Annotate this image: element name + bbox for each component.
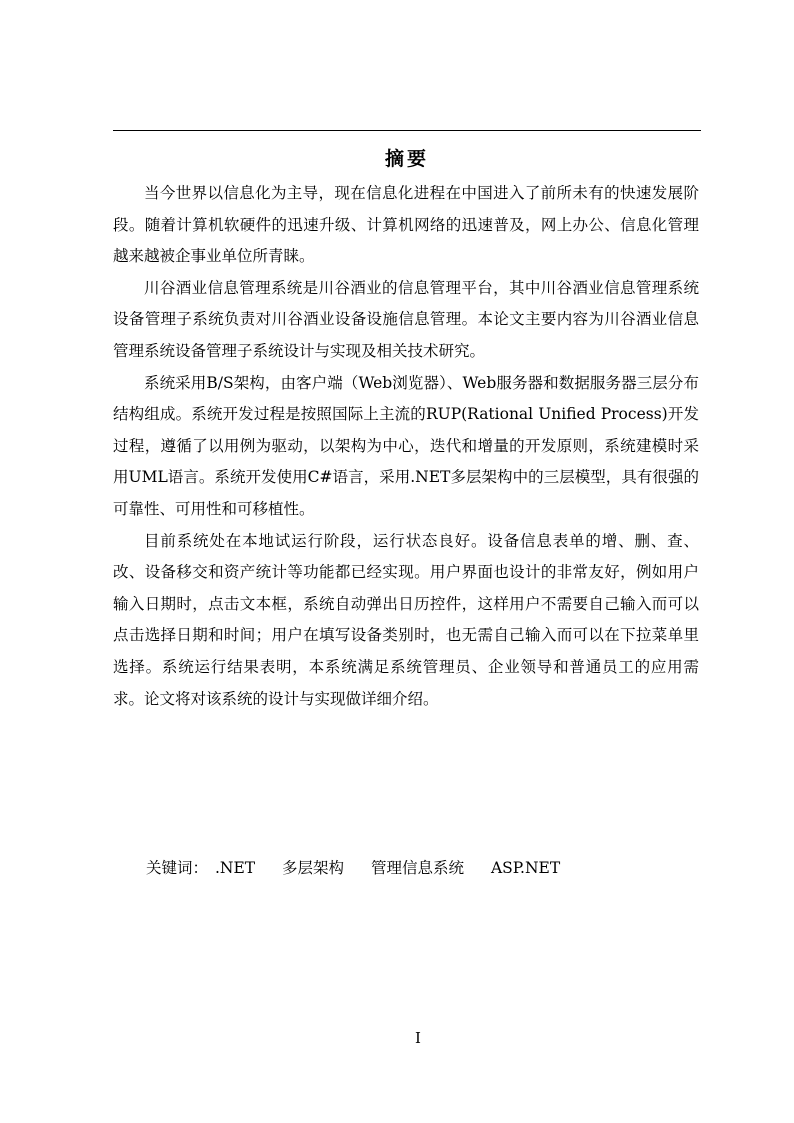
keywords-line — [146, 856, 582, 880]
abstract-paragraph-4: 目前系统处在本地试运行阶段，运行状态良好。设备信息表单的增、删、查、改、设备移交和资产统计等功能都已经实现。用户界面也设计的非常友好，例如用户输入日期时，点击文本框，系统自动弹出日历控件，这样用户不需要自己输入而可以点击选择日期和时间；用户在填写设备类别时，也无需自己输入而可以在下拉菜单里选择。系统运行结果表明，本系统满足系统管理员、企业领导和普通员工的应用需求。论文将对该系统的设计与实现做详细介绍。 — [113, 531, 699, 708]
keywords-label: 关键词： — [146, 859, 209, 877]
keyword-item: .NET — [214, 859, 256, 877]
header-rule — [113, 130, 701, 131]
page-number: I — [415, 1029, 421, 1047]
abstract-body — [113, 178, 699, 715]
abstract-paragraph-1: 当今世界以信息化为主导，现在信息化进程在中国进入了前所未有的快速发展阶段。随着计算机软硬件的迅速升级、计算机网络的迅速普及，网上办公、信息化管理越来越被企事业单位所青睐。 — [113, 184, 699, 266]
keyword-item: ASP.NET — [490, 859, 561, 877]
keyword-item: 管理信息系统 — [371, 859, 465, 877]
abstract-title: 摘要 — [384, 148, 429, 170]
abstract-paragraph-3: 系统采用B/S架构，由客户端（Web浏览器）、Web服务器和数据服务器三层分布结构组成。系统开发过程是按照国际上主流的RUP(Rational Unified Process)开发过程，遵循了以用例为驱动，以架构为中心，迭代和增量的开发原则，系统建模时采用UML语言。系统开发使用C#语言，采用.NET多层架构中的三层模型，具有很强的可靠性、可用性和可移植性。 — [113, 373, 699, 518]
keyword-item: 多层架构 — [282, 859, 345, 877]
abstract-paragraph-2: 川谷酒业信息管理系统是川谷酒业的信息管理平台，其中川谷酒业信息管理系统设备管理子系统负责对川谷酒业设备设施信息管理。本论文主要内容为川谷酒业信息管理系统设备管理子系统设计与实现及相关技术研究。 — [113, 278, 699, 360]
